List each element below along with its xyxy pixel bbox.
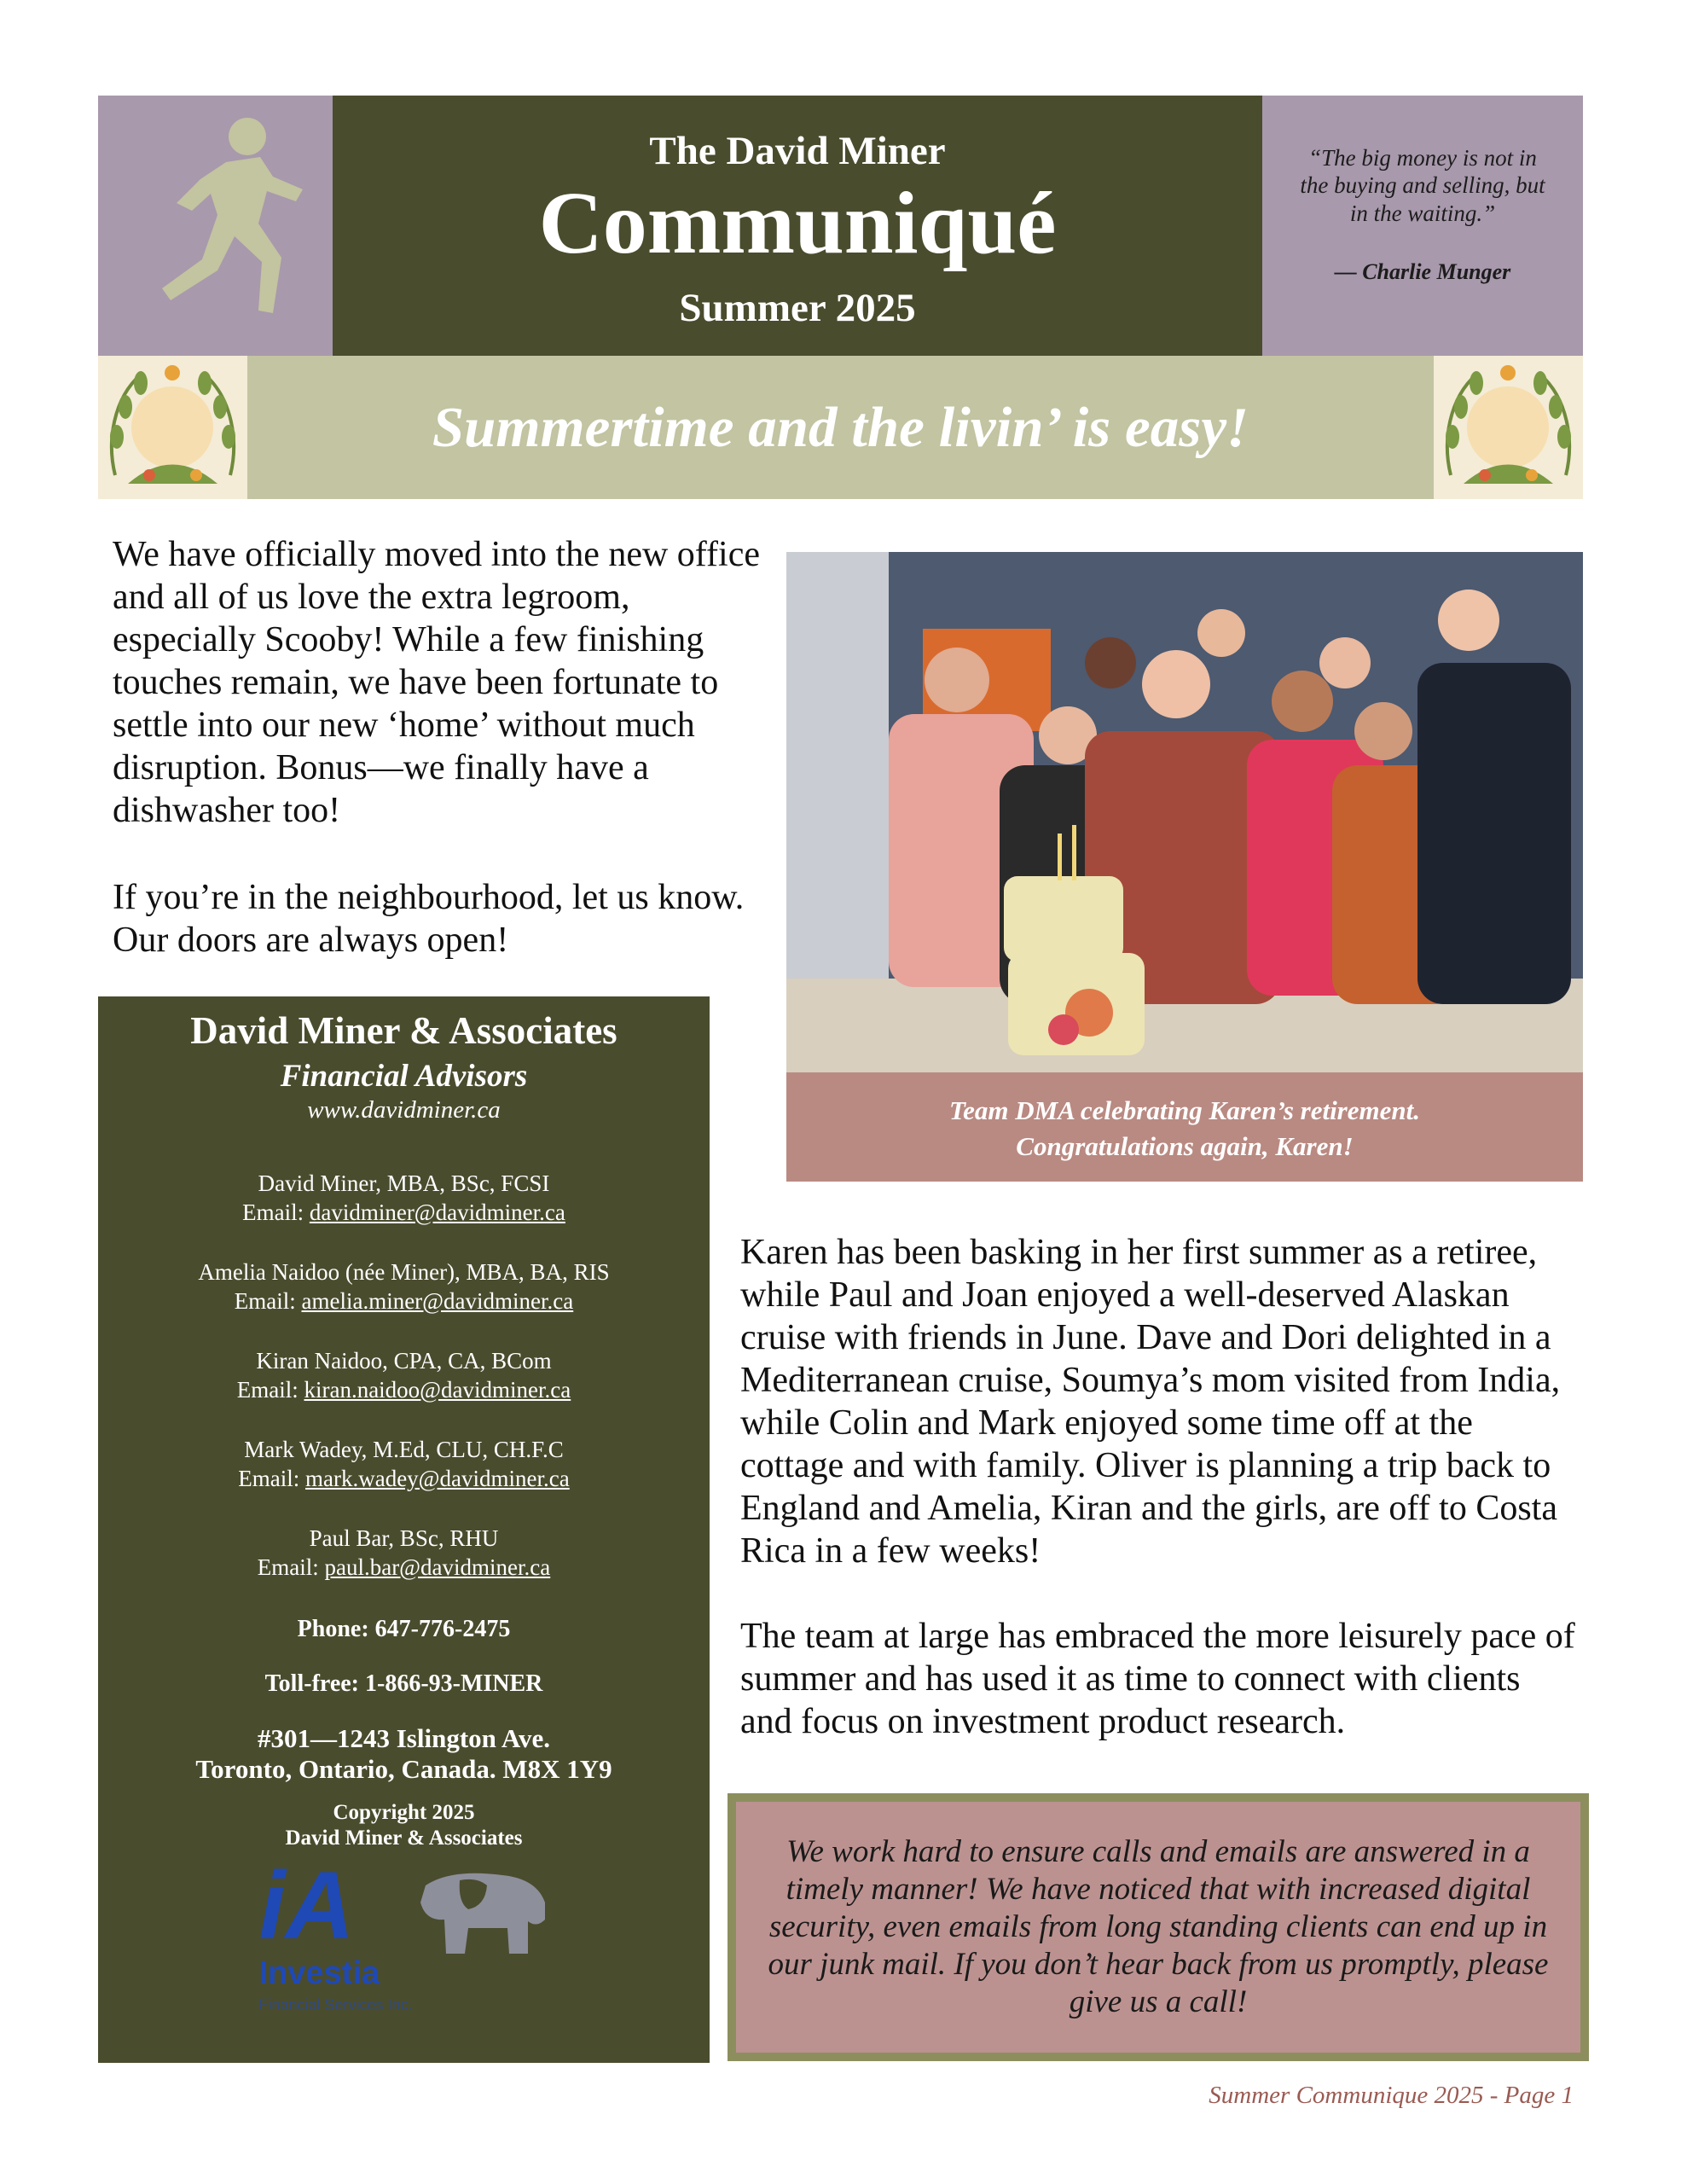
email-label: Email:: [234, 1288, 296, 1314]
elephant-icon: [409, 1868, 549, 1962]
sun-wreath-icon-left: [98, 356, 247, 499]
masthead-title: Communiqué: [538, 174, 1057, 272]
advisor-entry: [98, 1258, 710, 1316]
notice-text: We work hard to ensure calls and emails are answered in a timely manner! We have noticed that with increased digital security, even emails from long standing clients can end up in our junk mail. If you don’t hear back from us promptly, please give us a call!: [736, 1802, 1580, 2053]
firm-role: Financial Advisors: [280, 1059, 528, 1094]
advisor-entry: [98, 1524, 710, 1582]
team-photo: [786, 552, 1583, 1072]
address-line-1: #301—1243 Islington Ave.: [257, 1723, 551, 1753]
quote-text: “The big money is not in the buying and selling, but in the waiting.”: [1300, 145, 1545, 226]
page-footer: Summer Communique 2025 - Page 1: [1209, 2082, 1574, 2109]
advisor-email-link[interactable]: davidminer@davidminer.ca: [309, 1199, 565, 1225]
header-icon-panel: [98, 96, 333, 356]
photo-caption: [786, 1072, 1583, 1182]
masthead-issue: Summer 2025: [679, 286, 916, 330]
email-label: Email:: [238, 1466, 300, 1491]
updates-paragraph-2: The team at large has embraced the more leisurely pace of summer and has used it as time to connect with clients and focus on investment product research.: [740, 1617, 1575, 1741]
advisor-email-link[interactable]: mark.wadey@davidminer.ca: [304, 1466, 570, 1491]
caption-line-2: Congratulations again, Karen!: [1016, 1131, 1354, 1161]
advisor-entry: [98, 1169, 710, 1227]
advisor-name: Kiran Naidoo, CPA, CA, BCom: [256, 1348, 552, 1374]
copyright-line-1: Copyright 2025: [333, 1801, 475, 1824]
address-line-2: Toronto, Ontario, Canada. M8X 1Y9: [195, 1754, 612, 1784]
updates-paragraph-1: Karen has been basking in her first summer as a retiree, while Paul and Joan enjoyed a well-deserved Alaskan cruise with friends in June. Dave and Dori delighted in a Mediterranean cruise, Soumya’s mom visited from India, while Colin and Mark enjoyed some time off at the cottage and with family. Oliver is planning a trip back to England and Amelia, Kiran and the girls, are off to Costa Rica in a few weeks!: [740, 1233, 1561, 1571]
sun-wreath-icon-right: [1434, 356, 1583, 499]
intro-paragraph-1: We have officially moved into the new office and all of us love the extra legroom, especially Scooby! While a few finishing touches remain, we have been fortunate to settle into our new ‘home’ without much disruption. Bonus—we finally have a dishwasher too!: [113, 535, 760, 830]
advisor-email-link[interactable]: kiran.naidoo@davidminer.ca: [304, 1377, 571, 1403]
investia-subtitle: Financial Services Inc.: [258, 1996, 413, 2013]
tollfree-number: Toll-free: 1-866-93-MINER: [264, 1670, 543, 1697]
caption-line-1: Team DMA celebrating Karen’s retirement.: [949, 1095, 1420, 1125]
tagline: Summertime and the livin’ is easy!: [432, 395, 1249, 459]
phone-number: Phone: 647-776-2475: [297, 1616, 511, 1642]
firm-website-link[interactable]: www.davidminer.ca: [307, 1096, 501, 1124]
ia-logo-mark: iA: [258, 1852, 355, 1959]
advisor-name: Paul Bar, BSc, RHU: [309, 1525, 499, 1551]
advisor-entry: [98, 1435, 710, 1493]
copyright-line-2: David Miner & Associates: [285, 1827, 523, 1850]
masthead-pretitle: The David Miner: [649, 129, 946, 173]
advisor-name: Amelia Naidoo (née Miner), MBA, BA, RIS: [198, 1259, 610, 1285]
tagline-banner: [98, 356, 1583, 499]
advisor-entry: [98, 1346, 710, 1404]
advisor-email-link[interactable]: paul.bar@davidminer.ca: [324, 1554, 551, 1580]
advisor-email-link[interactable]: amelia.miner@davidminer.ca: [301, 1288, 574, 1314]
advisor-name: David Miner, MBA, BSc, FCSI: [258, 1170, 550, 1196]
quote-panel: [1262, 96, 1583, 356]
investia-brand: Investia: [258, 1955, 380, 1991]
updates-section: [740, 1231, 1580, 1786]
contact-box: [98, 996, 710, 2063]
intro-section: [113, 533, 761, 1006]
advisor-name: Mark Wadey, M.Ed, CLU, CH.F.C: [244, 1437, 564, 1462]
quote-author: — Charlie Munger: [1334, 259, 1511, 285]
notice-box: [728, 1793, 1589, 2061]
masthead: [333, 96, 1262, 356]
runner-icon: [98, 96, 333, 356]
firm-name: David Miner & Associates: [190, 1009, 617, 1052]
email-label: Email:: [236, 1377, 299, 1403]
email-label: Email:: [257, 1554, 319, 1580]
intro-paragraph-2: If you’re in the neighbourhood, let us know. Our doors are always open!: [113, 878, 745, 960]
email-label: Email:: [242, 1199, 304, 1225]
investia-logo: [258, 1852, 549, 2025]
